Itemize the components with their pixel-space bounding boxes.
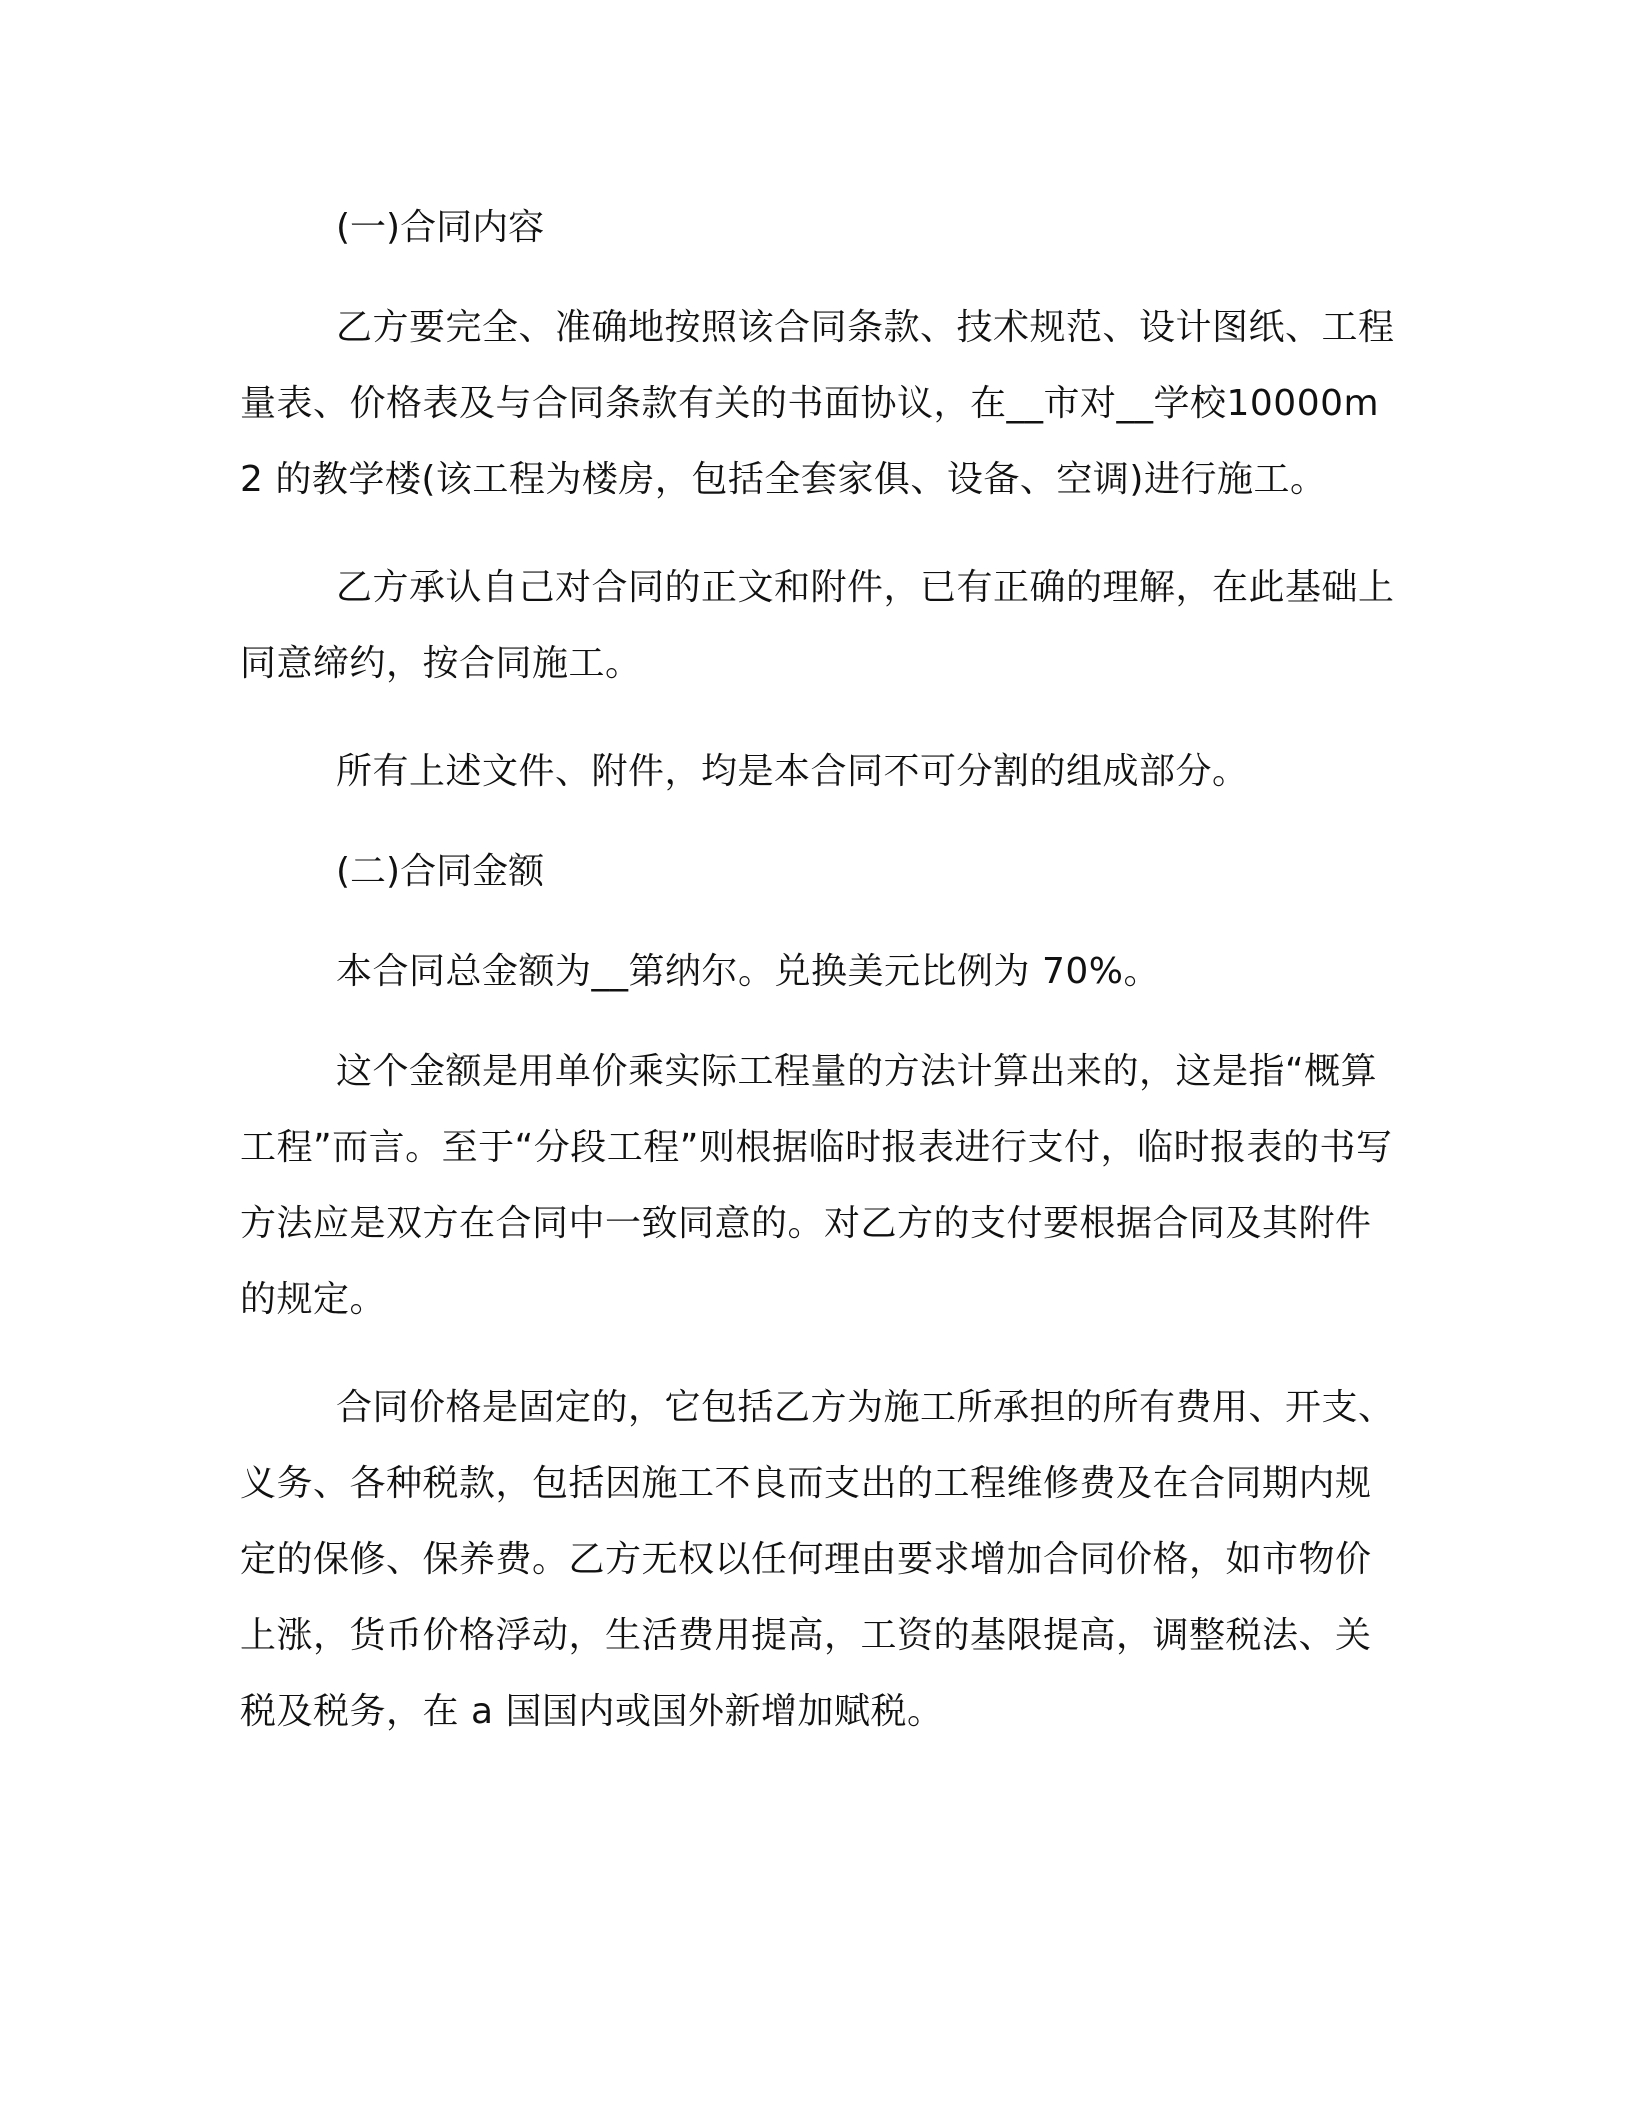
paragraph-scope-of-work: 乙方要完全、准确地按照该合同条款、技术规范、设计图纸、工程量表、价格表及与合同条款有关的书面协议，在__市对__学校10000m2 的教学楼(该工程为楼房，包括全套家俱、设备、空调)进行施工。 [240,307,1395,500]
paragraph-calculation-method: 这个金额是用单价乘实际工程量的方法计算出来的，这是指“概算工程”而言。至于“分段工程”则根据临时报表进行支付，临时报表的书写方法应是双方在合同中一致同意的。对乙方的支付要根据合同及其附件的规定。 [240,1051,1393,1320]
paragraph-total-amount: 本合同总金额为__第纳尔。兑换美元比例为 70%。 [336,951,1160,992]
paragraph-fixed-price: 合同价格是固定的，它包括乙方为施工所承担的所有费用、开支、义务、各种税款，包括因施工不良而支出的工程维修费及在合同期内规定的保修、保养费。乙方无权以任何理由要求增加合同价格，如市物价上涨，货币价格浮动，生活费用提高，工资的基限提高，调整税法、关税及税务，在 a 国国内或国外新增加赋税。 [240,1387,1395,1732]
paragraph-attachments: 所有上述文件、附件，均是本合同不可分割的组成部分。 [336,751,1249,792]
document-page [240,190,1400,1750]
paragraph-acknowledgement: 乙方承认自己对合同的正文和附件，已有正确的理解，在此基础上同意缔约，按合同施工。 [240,567,1395,684]
section-heading-contract-amount: (二)合同金额 [336,851,545,892]
section-heading-contract-content: (一)合同内容 [336,207,545,248]
